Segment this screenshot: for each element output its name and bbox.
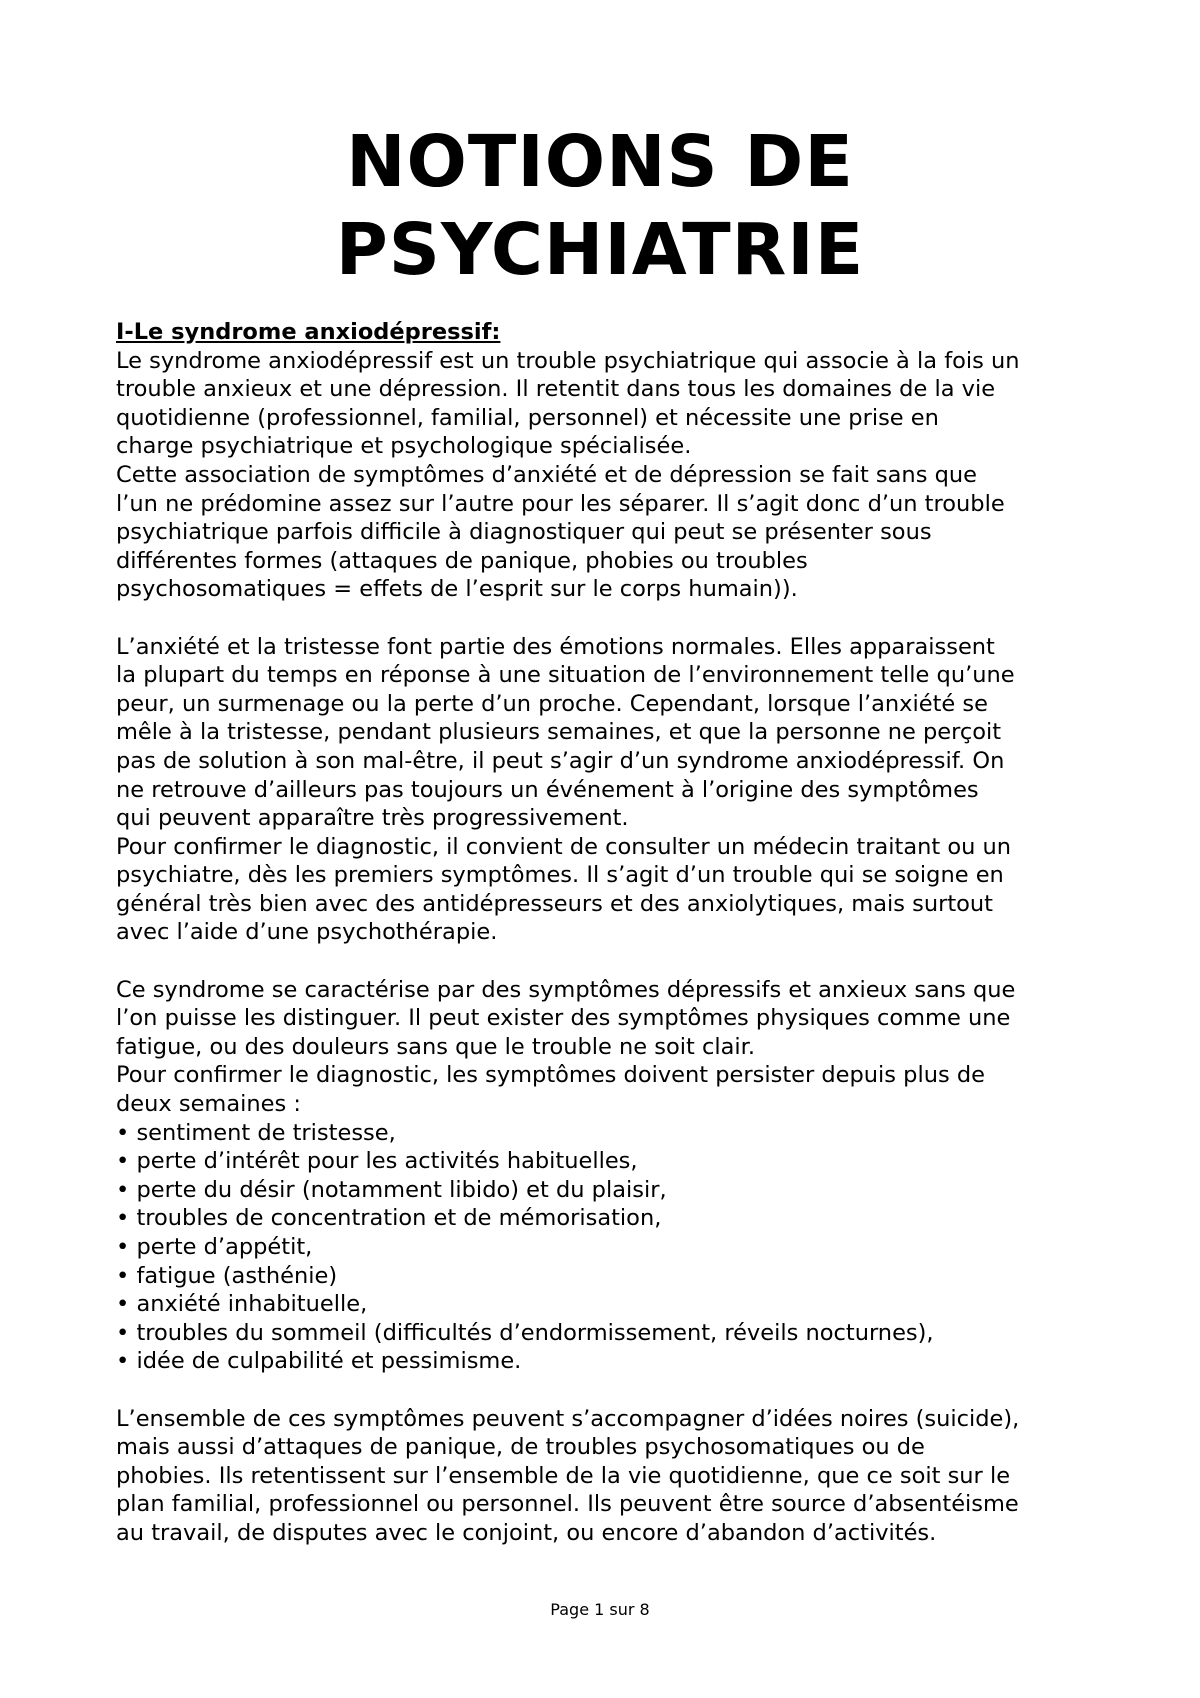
paragraph-line: trouble anxieux et une dépression. Il retentit dans tous les domaines de la vie xyxy=(116,376,996,403)
symptom-item: • fatigue (asthénie) xyxy=(116,1262,1116,1291)
paragraph-2 xyxy=(116,633,1116,948)
symptom-item: • perte d’appétit, xyxy=(116,1233,1116,1262)
blank-line xyxy=(116,947,1116,976)
paragraph-1 xyxy=(116,347,1116,604)
paragraph-line: l’on puisse les distinguer. Il peut exister des symptômes physiques comme une xyxy=(116,1005,1011,1032)
paragraph-line: charge psychiatrique et psychologique spécialisée. xyxy=(116,433,692,460)
paragraph-line: mêle à la tristesse, pendant plusieurs semaines, et que la personne ne perçoit xyxy=(116,719,1002,746)
paragraph-line: ne retrouve d’ailleurs pas toujours un événement à l’origine des symptômes xyxy=(116,776,979,803)
paragraph-line: Ce syndrome se caractérise par des symptômes dépressifs et anxieux sans que xyxy=(116,976,1016,1003)
paragraph-3 xyxy=(116,976,1116,1119)
paragraph-line: plan familial, professionnel ou personnel. Ils peuvent être source d’absentéisme xyxy=(116,1491,1019,1518)
paragraph-line: pas de solution à son mal-être, il peut s’agir d’un syndrome anxiodépressif. On xyxy=(116,747,1005,774)
page-number: Page 1 sur 8 xyxy=(550,1600,650,1619)
paragraph-line: l’un ne prédomine assez sur l’autre pour les séparer. Il s’agit donc d’un trouble xyxy=(116,490,1005,517)
paragraph-4 xyxy=(116,1405,1116,1548)
symptom-list xyxy=(116,1119,1116,1376)
paragraph-line: phobies. Ils retentissent sur l’ensemble de la vie quotidienne, que ce soit sur le xyxy=(116,1462,1011,1489)
symptom-item: • perte d’intérêt pour les activités habituelles, xyxy=(116,1147,1116,1176)
symptom-item: • troubles de concentration et de mémorisation, xyxy=(116,1204,1116,1233)
symptom-item: • anxiété inhabituelle, xyxy=(116,1290,1116,1319)
paragraph-line: quotidienne (professionnel, familial, personnel) et nécessite une prise en xyxy=(116,404,939,431)
paragraph-line: la plupart du temps en réponse à une situation de l’environnement telle qu’une xyxy=(116,662,1015,689)
symptom-item: • troubles du sommeil (difficultés d’endormissement, réveils nocturnes), xyxy=(116,1319,1116,1348)
document-title xyxy=(0,118,1200,294)
paragraph-line: L’anxiété et la tristesse font partie des émotions normales. Elles apparaissent xyxy=(116,633,995,660)
paragraph-line: différentes formes (attaques de panique, phobies ou troubles xyxy=(116,547,808,574)
paragraph-line: général très bien avec des antidépresseurs et des anxiolytiques, mais surtout xyxy=(116,890,994,917)
paragraph-line: avec l’aide d’une psychothérapie. xyxy=(116,919,498,946)
paragraph-line: qui peuvent apparaître très progressivement. xyxy=(116,805,629,832)
title-line-2: PSYCHIATRIE xyxy=(335,208,865,291)
paragraph-line: L’ensemble de ces symptômes peuvent s’accompagner d’idées noires (suicide), xyxy=(116,1405,1020,1432)
paragraph-line: Pour confirmer le diagnostic, il convient de consulter un médecin traitant ou un xyxy=(116,833,1012,860)
paragraph-line: psychiatre, dès les premiers symptômes. Il s’agit d’un trouble qui se soigne en xyxy=(116,862,1004,889)
symptom-item: • idée de culpabilité et pessimisme. xyxy=(116,1347,1116,1376)
symptom-item: • sentiment de tristesse, xyxy=(116,1119,1116,1148)
paragraph-line: psychosomatiques = effets de l’esprit sur le corps humain)). xyxy=(116,576,798,603)
blank-line xyxy=(116,1376,1116,1405)
paragraph-line: peur, un surmenage ou la perte d’un proche. Cependant, lorsque l’anxiété se xyxy=(116,690,988,717)
blank-line xyxy=(116,604,1116,633)
paragraph-line: Cette association de symptômes d’anxiété et de dépression se fait sans que xyxy=(116,461,977,488)
paragraph-line: fatigue, ou des douleurs sans que le trouble ne soit clair. xyxy=(116,1033,755,1060)
paragraph-line: au travail, de disputes avec le conjoint, ou encore d’abandon d’activités. xyxy=(116,1519,937,1546)
paragraph-line: mais aussi d’attaques de panique, de troubles psychosomatiques ou de xyxy=(116,1434,925,1461)
section-heading: I-Le syndrome anxiodépressif: xyxy=(116,319,501,345)
paragraph-line: deux semaines : xyxy=(116,1091,301,1118)
paragraph-line: Pour confirmer le diagnostic, les symptômes doivent persister depuis plus de xyxy=(116,1062,985,1089)
title-line-1: NOTIONS DE xyxy=(346,120,854,203)
symptom-item: • perte du désir (notamment libido) et du plaisir, xyxy=(116,1176,1116,1205)
paragraph-line: psychiatrique parfois difficile à diagnostiquer qui peut se présenter sous xyxy=(116,519,932,546)
document-body xyxy=(116,318,1116,1548)
paragraph-line: Le syndrome anxiodépressif est un trouble psychiatrique qui associe à la fois un xyxy=(116,347,1020,374)
